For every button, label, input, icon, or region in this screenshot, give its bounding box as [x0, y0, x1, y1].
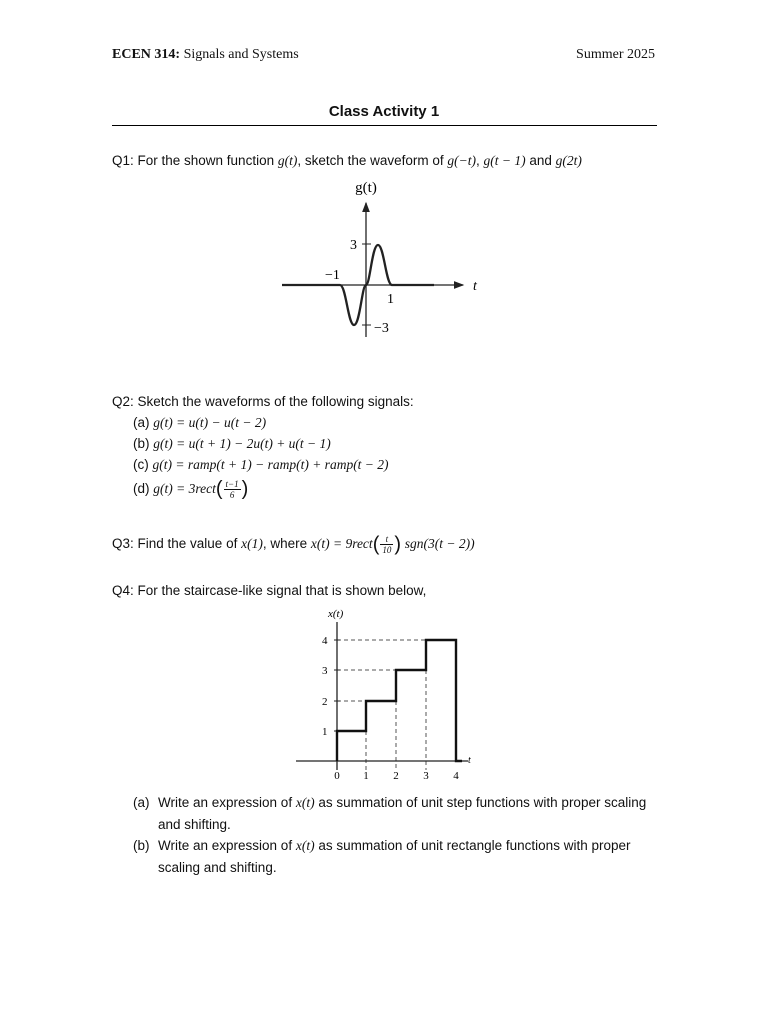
question-1: [112, 152, 582, 170]
q4-xtick-label-3: 3: [423, 770, 429, 782]
q4-ylabel: x(t): [328, 608, 344, 620]
course-code: ECEN 314:: [112, 47, 181, 62]
title-divider: [112, 125, 657, 126]
q4-item-text: as summation of unit step functions with proper scaling and shifting.: [158, 795, 647, 832]
q1-waveform-1: g(−t): [447, 153, 477, 168]
q1-label-3: 3: [350, 238, 357, 253]
q1-label-1: 1: [387, 292, 394, 307]
q2-item-a: [133, 412, 389, 433]
q4-ytick-label-4: 4: [322, 635, 328, 647]
q2-expr-b: g(t) = u(t + 1) − 2u(t) + u(t − 1): [153, 436, 331, 451]
q3-expr: x(t) = 9rect: [310, 536, 373, 552]
q4-ytick-label-2: 2: [322, 696, 328, 708]
q3-fraction: [380, 534, 393, 555]
q2-item-c: [133, 454, 389, 475]
q4-list: [133, 792, 658, 878]
page-title: Class Activity 1: [328, 103, 440, 120]
q3-frac-num: t: [380, 534, 393, 545]
q4-item-text: Write an expression of: [158, 795, 296, 810]
q4-xlabel: t: [468, 755, 471, 766]
q1-function: g(t): [277, 153, 298, 168]
q1-label-neg3: −3: [374, 321, 389, 336]
q3-prefix: Q3: Find the value of: [112, 536, 242, 552]
q4-item-b: [133, 835, 658, 878]
q4-item-text: as summation of unit rectangle functions with proper scaling and shifting.: [158, 838, 631, 875]
q4-xtick-label-2: 2: [393, 770, 399, 782]
q2-list: [133, 412, 389, 500]
q4-item-label: (a): [133, 795, 150, 810]
q2-fraction: [224, 479, 241, 500]
q4-xtick-label-1: 1: [363, 770, 369, 782]
q4-xtick-label-0: 0: [334, 770, 340, 782]
q4-item-a: [133, 792, 658, 835]
term: Summer 2025: [576, 47, 655, 62]
q1-waveform-2: g(t − 1): [483, 153, 526, 168]
q1-waveform-3: g(2t): [555, 153, 582, 168]
q2-expr-a: g(t) = u(t) − u(t − 2): [153, 415, 267, 430]
q2-expr-c: g(t) = ramp(t + 1) − ramp(t) + ramp(t − 2): [152, 457, 389, 472]
q2-frac-den: 6: [229, 489, 235, 500]
q1-label-neg1: −1: [325, 268, 340, 283]
q2-item-label: (d): [133, 481, 150, 496]
q1-figure: [280, 175, 490, 345]
q3-expr-suffix: sgn(3(t − 2)): [404, 536, 475, 552]
q4-item-text: Write an expression of: [158, 838, 296, 853]
question-2: Q2: Sketch the waveforms of the following signals:: [112, 394, 414, 409]
q2-item-d: (d) g(t) = 3rect( $\frac{t-1}{6}$ ): [133, 477, 249, 500]
q4-item-var: x(t): [295, 838, 315, 853]
q3-frac-den: 10: [382, 545, 392, 555]
q3-middle: , where: [262, 536, 311, 552]
q2-expr-d: g(t) = 3rect: [153, 481, 216, 496]
q4-staircase: [337, 640, 462, 761]
question-3: Q3: Find the value of x(1), where x(t) = 9rect( $\frac{t}{10}$ ) sgn(3(t − 2)): [112, 533, 475, 556]
q2-frac-num: t−1: [225, 478, 239, 489]
q1-sep-1: ,: [476, 153, 484, 168]
q4-item-label: (b): [133, 838, 150, 853]
q2-item-b: [133, 433, 389, 454]
q3-x1: x(1): [241, 536, 263, 552]
question-4: Q4: For the staircase-like signal that is shown below,: [112, 583, 427, 598]
q2-item-label: (a): [133, 415, 150, 430]
q1-middle: , sketch the waveform of: [297, 153, 448, 168]
q4-xtick-label-4: 4: [453, 770, 459, 782]
q4-ytick-label-1: 1: [322, 726, 328, 738]
q2-item-label: (c): [133, 457, 149, 472]
q4-item-var: x(t): [295, 795, 315, 810]
q1-prefix: Q1: For the shown function: [112, 153, 278, 168]
q1-xlabel: t: [473, 279, 477, 294]
q1-ylabel: g(t): [355, 180, 377, 196]
q2-item-label: (b): [133, 436, 150, 451]
course-header: [112, 47, 299, 63]
q1-sep-2: and: [525, 153, 556, 168]
q4-ytick-label-3: 3: [322, 665, 328, 677]
course-name: Signals and Systems: [183, 47, 299, 62]
q4-figure: [290, 600, 490, 785]
